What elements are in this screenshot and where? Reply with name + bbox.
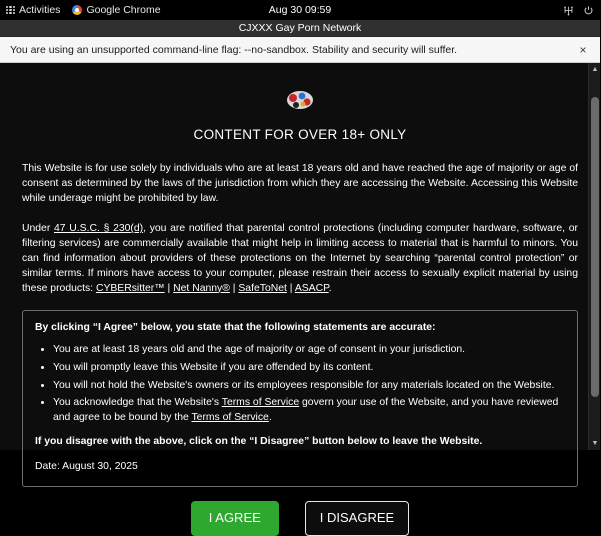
- paragraph-parental-controls: [22, 222, 578, 296]
- provider-separator-2: |: [229, 282, 239, 294]
- infobar-message: You are using an unsupported command-line flag: --no-sandbox. Stability and security will suffer.: [10, 43, 458, 56]
- provider-link-safetonet[interactable]: SafeToNet: [238, 282, 287, 294]
- agreement-lead: By clicking “I Agree” below, you state that the following statements are accurate:: [35, 322, 436, 334]
- site-logo-icon: [280, 85, 320, 115]
- system-tray[interactable]: [563, 5, 594, 16]
- statute-prefix: Under: [22, 223, 55, 235]
- statute-link[interactable]: 47 U.S.C. § 230(d): [54, 223, 144, 235]
- close-icon[interactable]: ×: [579, 42, 587, 57]
- list-item-terms: [53, 396, 565, 426]
- i-disagree-button[interactable]: I DISAGREE: [305, 501, 409, 535]
- terms-of-service-link-1[interactable]: Terms of Service: [221, 397, 300, 409]
- terms-suffix: .: [268, 412, 272, 424]
- command-line-flag-infobar: [0, 37, 600, 63]
- provider-separator-1: |: [164, 282, 174, 294]
- list-item: • You will not hold the Website's owners or its employees responsible for any materials located on the Website.: [53, 379, 565, 394]
- network-icon[interactable]: [563, 5, 574, 16]
- action-button-row: [22, 501, 578, 535]
- age-verification-content: [0, 63, 600, 526]
- agreement-date: Date: August 30, 2025: [35, 460, 138, 472]
- clock[interactable]: Aug 30 09:59: [268, 4, 332, 16]
- window-title: CJXXX Gay Porn Network: [238, 22, 362, 34]
- scroll-down-icon[interactable]: ▼: [591, 440, 599, 447]
- page-viewport: [0, 63, 600, 526]
- agreement-statement-list: [35, 343, 565, 426]
- activities-label: Activities: [19, 4, 61, 16]
- site-logo: [22, 85, 578, 115]
- top-bar-left-group: [6, 4, 161, 16]
- provider-separator-3: |: [286, 282, 295, 294]
- list-item: • You will promptly leave this Website if you are offended by its content.: [53, 361, 565, 376]
- terms-prefix: You acknowledge that the Website's: [53, 397, 222, 409]
- statute-suffix: , you are notified that parental control protections (including computer hardware, software, or filtering services) are commercially available that might help in limiting access to material that is harmful to minors. You can find information about providers of these protections on the Internet by searching “parental control protection” or similar terms. If minors have access to your computer, please restrain their access to sexually explicit material by using these products:: [22, 223, 579, 294]
- provider-link-cybersitter[interactable]: CYBERsitter™: [95, 282, 165, 294]
- scrollbar-thumb[interactable]: [591, 97, 599, 397]
- paragraph-age-requirement: This Website is for use solely by individuals who are at least 18 years old and have reached the age of majority or age of consent as determined by the laws of the jurisdiction from which they are accessing the Website. Accessing this Website while underage might be prohibited by law.: [22, 163, 578, 204]
- page-title: CONTENT FOR OVER 18+ ONLY: [193, 127, 407, 142]
- list-item: • You are at least 18 years old and the age of majority or age of consent in your jurisdiction.: [53, 343, 565, 358]
- scroll-up-icon[interactable]: ▲: [591, 66, 599, 73]
- chrome-label: Google Chrome: [86, 4, 161, 16]
- agreement-box: [22, 310, 578, 487]
- disagree-instruction: If you disagree with the above, click on the “I Disagree” button below to leave the Website.: [35, 435, 483, 447]
- page-scrollbar[interactable]: [588, 63, 600, 450]
- terms-of-service-link-2[interactable]: Terms of Service: [191, 412, 269, 424]
- desktop-top-bar: [0, 0, 600, 20]
- provider-tail: .: [328, 282, 332, 294]
- activities-grid-icon: [6, 6, 15, 15]
- power-icon[interactable]: [583, 5, 594, 16]
- chrome-icon: [72, 5, 82, 15]
- taskbar-item-google-chrome[interactable]: [72, 4, 160, 16]
- i-agree-button[interactable]: I AGREE: [191, 501, 279, 535]
- activities-button[interactable]: [6, 4, 60, 16]
- window-title-bar: [0, 20, 600, 37]
- provider-link-netnanny[interactable]: Net Nanny®: [173, 282, 230, 294]
- terms-middle: govern your use of the Website, and you have reviewed and agree to be bound by the: [53, 397, 559, 424]
- provider-link-asacp[interactable]: ASACP: [294, 282, 329, 294]
